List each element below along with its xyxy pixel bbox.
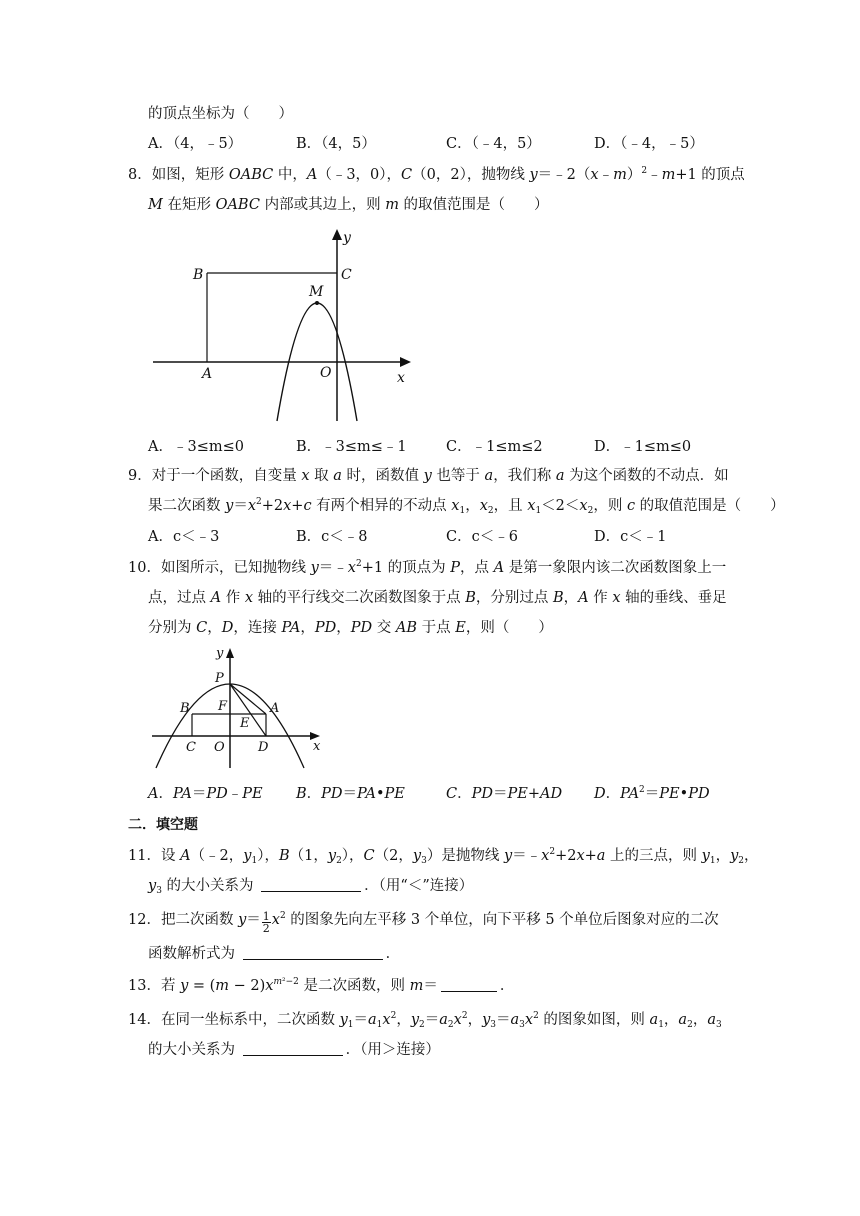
q9-stem-line1: 9．对于一个函数，自变量 x 取 a 时，函数值 y 也等于 a，我们称 a 为这个函数的不动点．如 (128, 468, 729, 484)
q8-label-x: x (397, 370, 405, 386)
q12-stem-line1: 12．把二次函数 y＝ $\frac{1}{2}$ $x^2$ 的图象先向左平移 3 个单位，向下平移 5 个单位后图象对应的二次 (128, 910, 719, 935)
section-fill-in-title: 二．填空题 (128, 817, 198, 833)
q8-option-d: D．﹣1≤m≤0 (594, 439, 692, 455)
q7-option-c: C．（﹣4，5） (446, 136, 541, 152)
q8-label-b: B (193, 267, 204, 283)
q14-stem-line2: 的大小关系为 ．（用＞连接） (148, 1042, 440, 1058)
q14-stem-line1: 14．在同一坐标系中，二次函数 $y_1=a_1x^2$，$y_2=a_2x^2$，$y_3=a_3x^2$ 的图象如图，则 $a_1$，$a_2$，$a_3$ (128, 1011, 722, 1030)
q11-stem-line1: 11．设 A（﹣2，$y_1$），B（1，$y_2$），C（2，$y_3$）是抛物线 $y=﹣x^2+2x+a$ 上的三点，则 $y_1$，$y_2$， (128, 847, 759, 866)
q10-label-a: A (270, 701, 280, 716)
q7-option-d: D．（﹣4，﹣5） (594, 136, 704, 152)
q9-option-c: C．c＜﹣6 (446, 529, 518, 545)
q9-option-a: A．c＜﹣3 (148, 529, 220, 545)
q10-label-o: O (214, 740, 225, 755)
q8-figure (145, 225, 420, 425)
q9-option-b: B．c＜﹣8 (296, 529, 368, 545)
q10-option-d: D．$PA^2=PE•PD$ (594, 785, 710, 802)
q12-fraction: $\frac{1}{2}$ (262, 910, 270, 935)
q8-label-m: M (309, 284, 324, 300)
q8-label-y: y (343, 230, 351, 246)
q8-label-c: C (341, 267, 352, 283)
q10-option-a: A．PA＝PD﹣PE (148, 786, 263, 802)
q10-label-p: P (215, 671, 224, 686)
q8-stem-line1: 8．如图，矩形 OABC 中，A（﹣3，0），C（0，2），抛物线 y＝﹣2（x﹣m）$^2$﹣m+1 的顶点 (128, 166, 745, 183)
q10-option-b: B．PD＝PA•PE (296, 786, 405, 802)
q9-stem-line2: 果二次函数 $y=x^2+2x+c$ 有两个相异的不动点 $x_1$，$x_2$，且 $x_1<2<x_2$，则 c 的取值范围是（ ） (148, 497, 785, 516)
q7-option-b: B．（4，5） (296, 136, 376, 152)
q10-label-x: x (313, 739, 321, 754)
q8-label-a: A (202, 366, 213, 382)
q11-stem-line2: $y_3$ 的大小关系为 ．（用“＜”连接） (148, 878, 474, 896)
q11-answer-blank[interactable] (261, 877, 361, 892)
q8-option-c: C．﹣1≤m≤2 (446, 439, 543, 455)
q8-label-o: O (320, 365, 332, 381)
q13-answer-blank[interactable] (441, 977, 497, 992)
q12-stem-line2: 函数解析式为 ． (148, 946, 401, 962)
q9-option-d: D．c＜﹣1 (594, 529, 667, 545)
q10-figure (148, 644, 333, 772)
q8-option-b: B．﹣3≤m≤﹣1 (296, 439, 407, 455)
q10-label-b: B (180, 701, 190, 716)
q10-label-y: y (216, 646, 224, 661)
q10-label-d: D (258, 740, 269, 755)
q12-answer-blank[interactable] (243, 945, 383, 960)
q10-stem-line3: 分别为 C，D，连接 PA，PD，PD 交 AB 于点 E，则（ ） (148, 620, 553, 636)
q10-label-f: F (218, 699, 228, 714)
q14-answer-blank[interactable] (243, 1041, 343, 1056)
q10-label-c: C (186, 740, 196, 755)
q7-stem-tail: 的顶点坐标为（ ） (148, 106, 293, 122)
q10-stem-line2: 点，过点 A 作 x 轴的平行线交二次函数图象于点 B，分别过点 B，A 作 x 轴的垂线、垂足 (148, 590, 727, 606)
q10-option-c: C．PD＝PE+AD (446, 786, 563, 802)
q8-option-a: A．﹣3≤m≤0 (148, 439, 244, 455)
q8-stem-line2: M 在矩形 OABC 内部或其边上，则 m 的取值范围是（ ） (148, 197, 549, 213)
q13-stem: 13．若 $y = (m - 2)x^{m^2-2}$ 是二次函数，则 m＝ ． (128, 977, 515, 994)
q10-stem-line1: 10．如图所示，已知抛物线 $y=﹣x^2+1$ 的顶点为 P，点 A 是第一象限内该二次函数图象上一 (128, 559, 727, 576)
q7-option-a: A．（4，﹣5） (148, 136, 243, 152)
q10-label-e: E (240, 716, 250, 731)
